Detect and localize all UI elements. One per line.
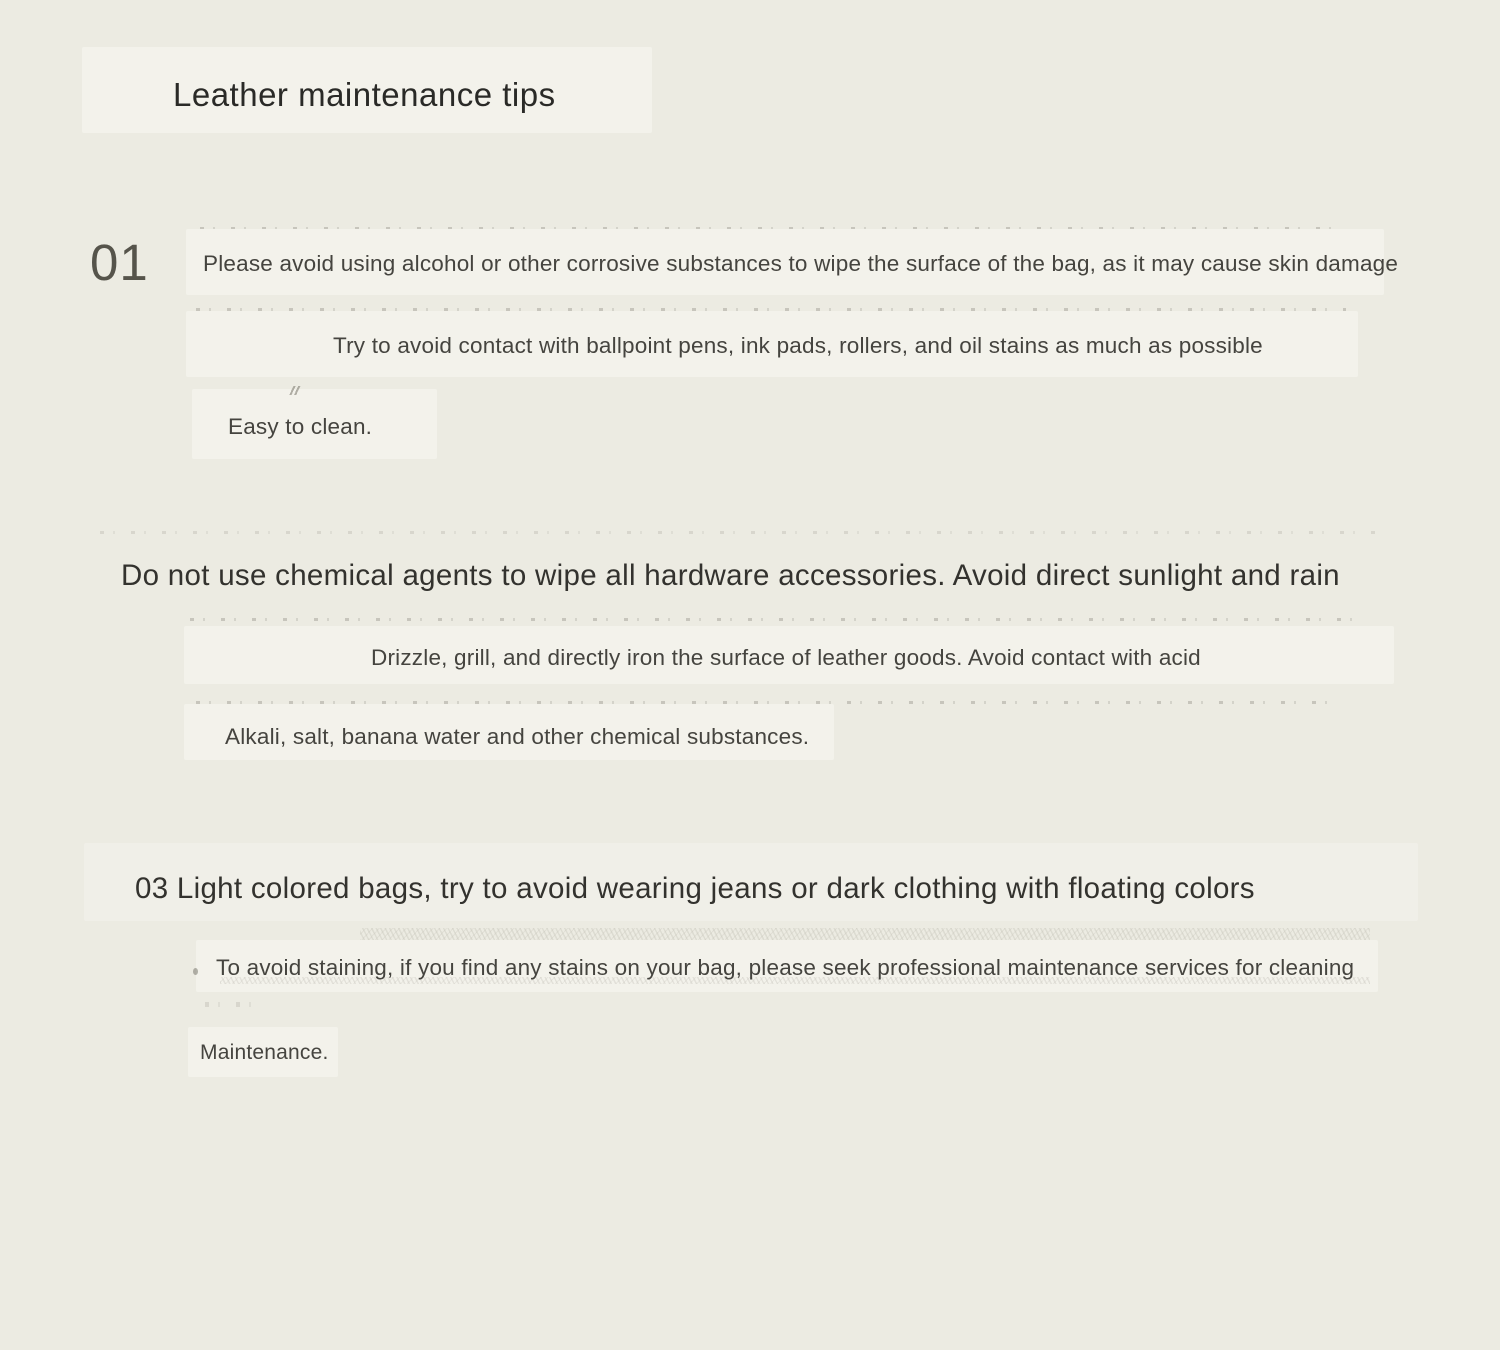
section3-heading: 03 Light colored bags, try to avoid wearing jeans or dark clothing with floating colors (135, 872, 1255, 905)
erased-text-artifact (100, 531, 1380, 534)
erased-text-artifact (288, 386, 302, 395)
section2-line1: Drizzle, grill, and directly iron the surface of leather goods. Avoid contact with acid (371, 645, 1201, 670)
section3-line2: Maintenance. (200, 1041, 329, 1064)
section1-line3: Easy to clean. (228, 414, 373, 439)
erased-text-artifact (205, 1002, 265, 1007)
section3-line1: To avoid staining, if you find any stains on your bag, please seek professional maintenance services for cleaning (216, 955, 1355, 980)
section1-line1: Please avoid using alcohol or other corrosive substances to wipe the surface of the bag, as it may cause skin damage (203, 251, 1399, 276)
section2-line2: Alkali, salt, banana water and other chemical substances. (225, 724, 810, 749)
erased-text-artifact (190, 618, 1360, 621)
erased-text-artifact (193, 968, 198, 975)
page-title: Leather maintenance tips (173, 76, 556, 113)
section1-line2: Try to avoid contact with ballpoint pens, ink pads, rollers, and oil stains as much as possible (333, 333, 1263, 358)
section1-number: 01 (90, 234, 149, 291)
section2-heading: Do not use chemical agents to wipe all hardware accessories. Avoid direct sunlight and rain (121, 559, 1340, 592)
